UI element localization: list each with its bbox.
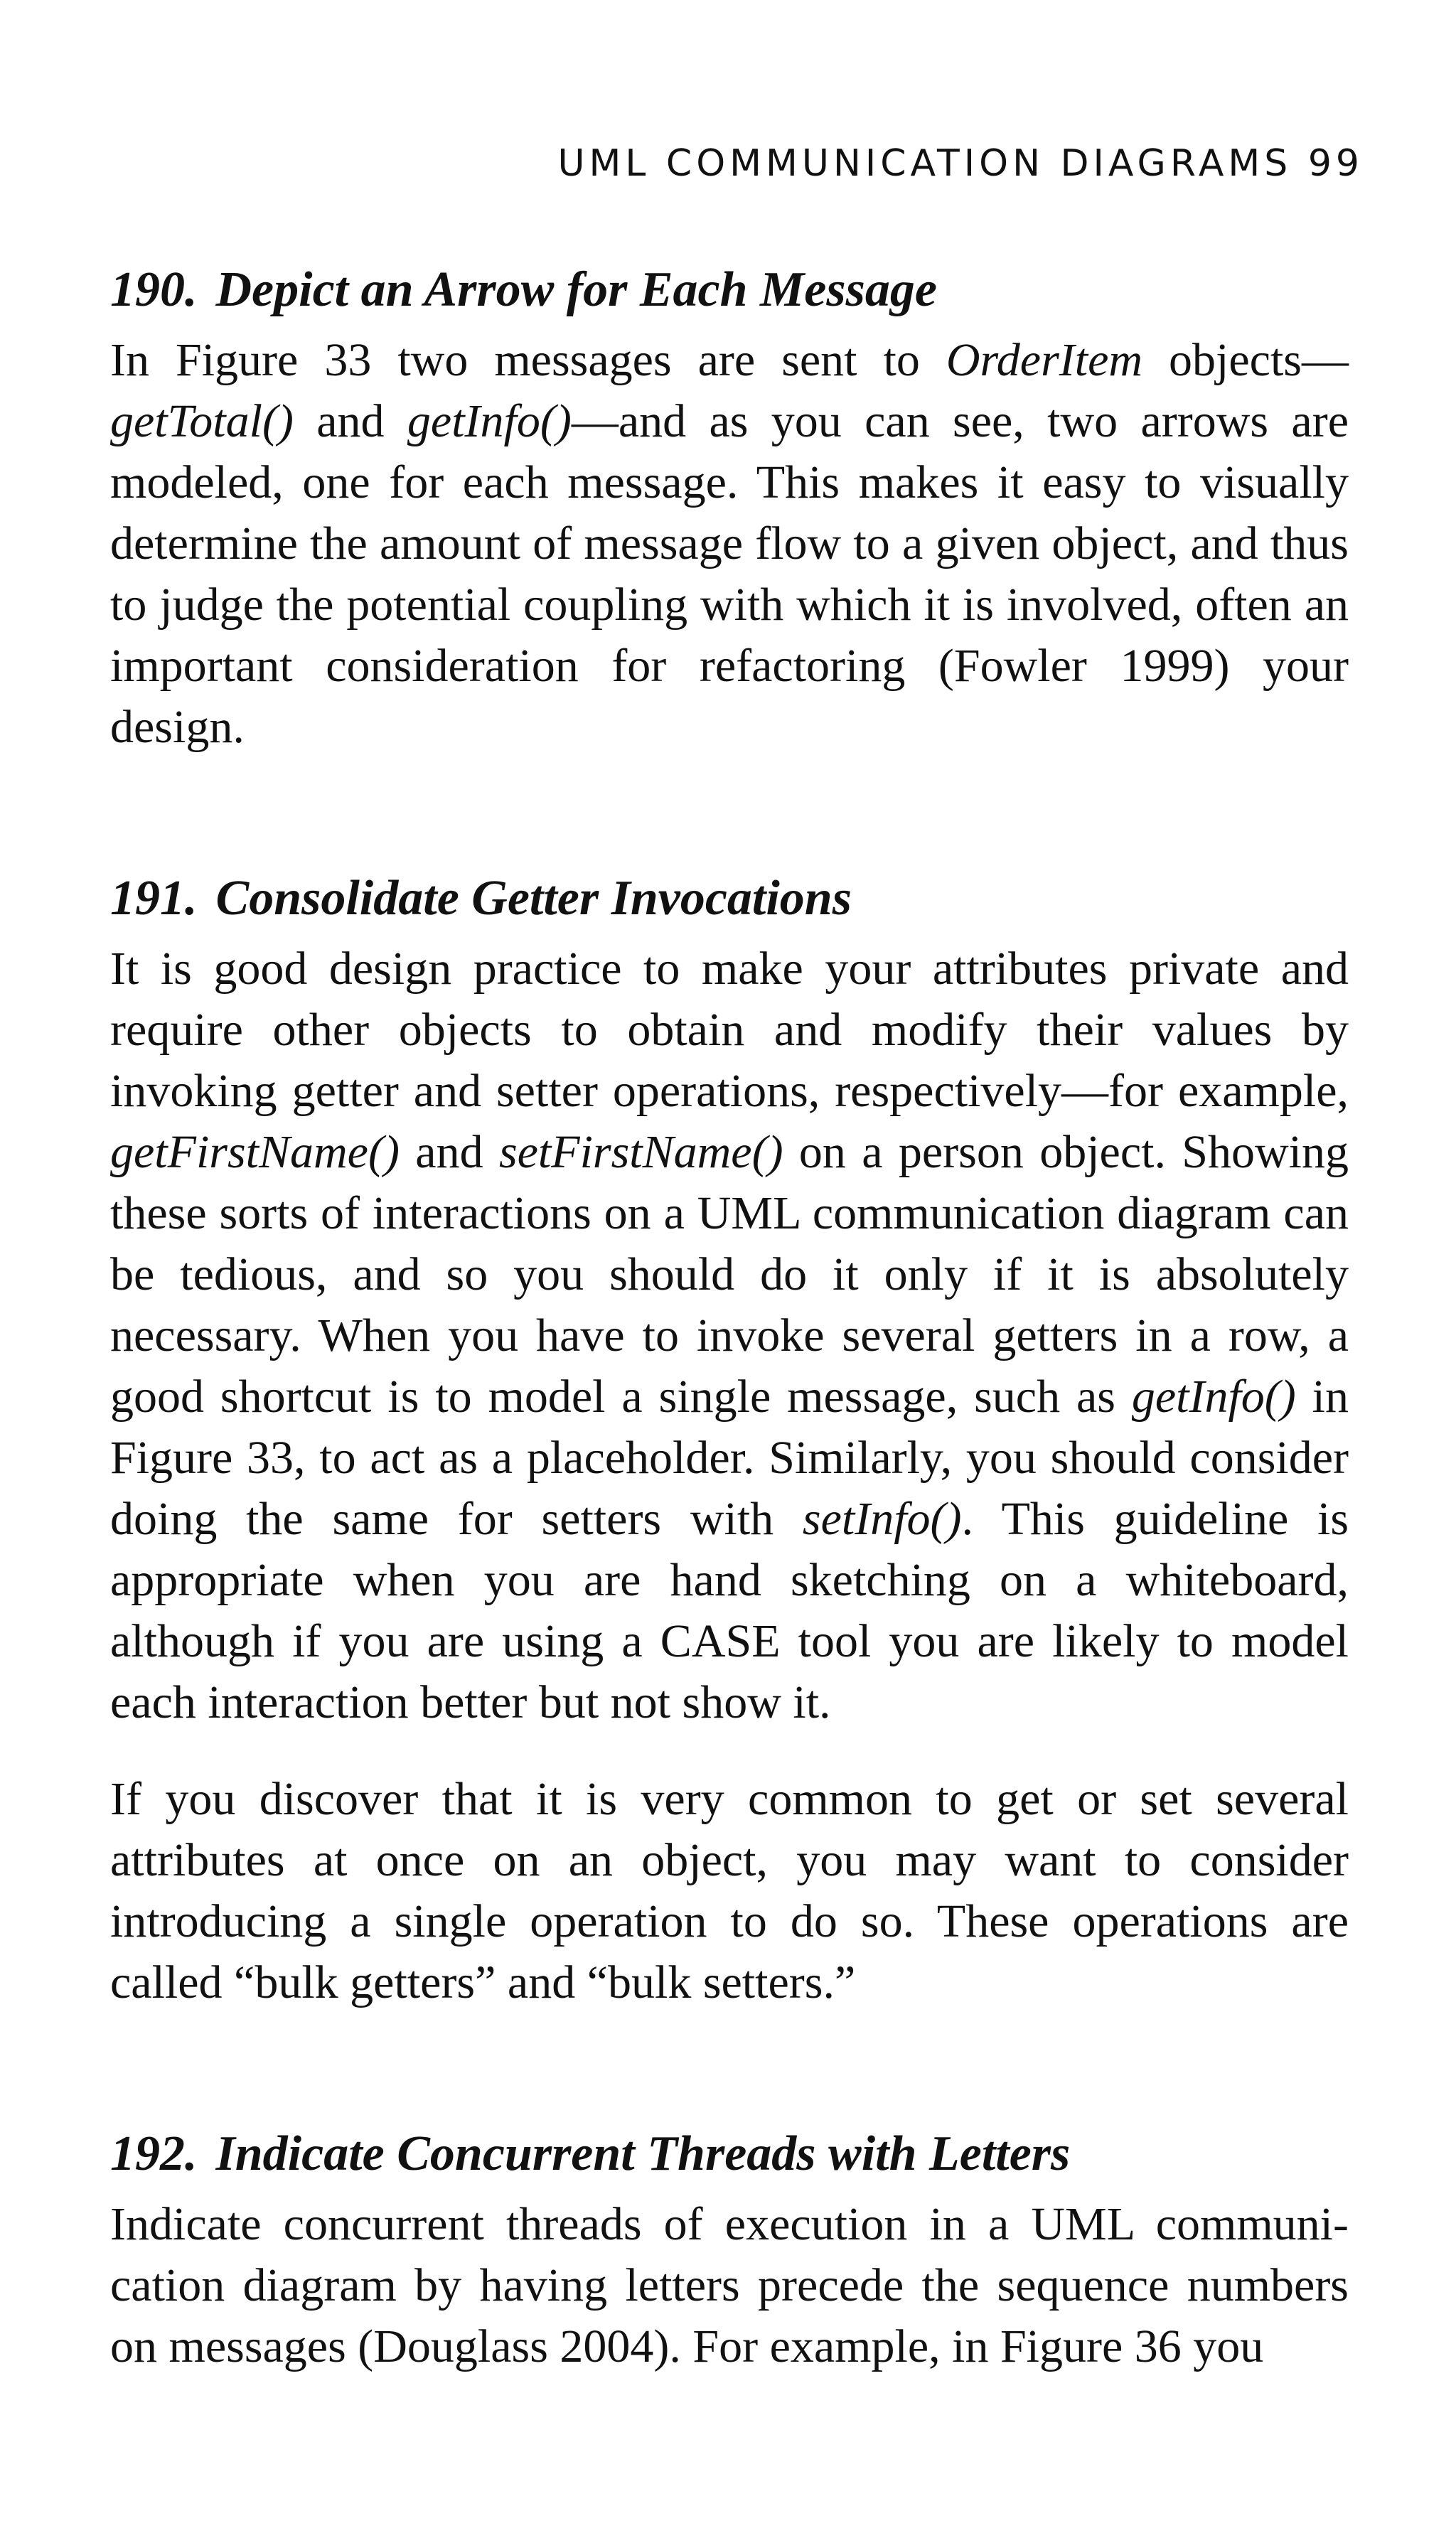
- text-run: and: [293, 395, 407, 447]
- text-run: Indicate concurrent threads of execution in a UML communication diagram by having letters precede the sequence numbers on messages (Douglass 2004). For example, in Figure 36 you: [110, 2198, 1349, 2372]
- text-run: . This guideline is appropriate when you are hand sketching on a whiteboard, although if you are using a CASE tool you are likely to model each interaction better but not show it.: [110, 1493, 1349, 1728]
- italic-term: getFirstName(): [110, 1126, 400, 1178]
- text-run: If you discover that it is very common to get or set several attributes at once on an object, you may want to consider introducing a single operation to do so. These operations are called “bulk getters” and “bulk setters.”: [110, 1773, 1349, 2008]
- guideline-title: Consolidate Getter Invocations: [215, 871, 852, 926]
- body-paragraph: [110, 1769, 1349, 2013]
- guideline-title: Depict an Arrow for Each Message: [215, 262, 937, 317]
- text-run: In Figure 33 two messages are sent to: [110, 334, 946, 386]
- italic-term: getInfo(): [407, 395, 572, 447]
- guideline-number: 192.: [110, 2126, 198, 2181]
- text-run: —and as you can see, two arrows are modeled, one for each message. This makes it easy to visually determine the amount of message flow to a given object, and thus to judge the potential coupling with which it is involved, often an important consideration for refactoring (Fowler 1999) your design.: [110, 395, 1349, 753]
- guideline-number: 190.: [110, 262, 198, 317]
- guideline-191: [110, 864, 1349, 2013]
- body-paragraph: [110, 2194, 1349, 2377]
- guideline-heading: [110, 2120, 1349, 2188]
- text-run: objects—: [1142, 334, 1349, 386]
- guideline-title: Indicate Concurrent Threads with Letters: [215, 2126, 1071, 2181]
- body-paragraph: [110, 330, 1349, 758]
- body-paragraph: [110, 938, 1349, 1733]
- guideline-heading: [110, 864, 1349, 933]
- text-run: It is good design practice to make your attributes private and require other objects to obtain and modify their values by invoking getter and setter operations, respectively—for example,: [110, 943, 1349, 1117]
- running-head: UML COMMUNICATION DIAGRAMS 99: [557, 142, 1364, 185]
- italic-term: setInfo(): [802, 1493, 962, 1545]
- text-run: and: [399, 1126, 499, 1178]
- text-run: in Figure 33, to act as a placeholder. Similarly, you should consider doing the same for setters with: [110, 1371, 1349, 1545]
- italic-term: getTotal(): [110, 395, 294, 447]
- text-run: on a person object. Showing these sorts of interactions on a UML communication diagram can be tedious, and so you should do it only if it is absolutely necessary. When you have to invoke several getters in a row, a good shortcut is to model a single message, such as: [110, 1126, 1349, 1423]
- italic-term: getInfo(): [1131, 1371, 1296, 1423]
- guideline-190: [110, 256, 1349, 758]
- italic-term: OrderItem: [946, 334, 1143, 386]
- guideline-192: [110, 2120, 1349, 2377]
- italic-term: setFirstName(): [498, 1126, 783, 1178]
- guideline-number: 191.: [110, 871, 198, 926]
- page-body: [110, 256, 1349, 2377]
- guideline-heading: [110, 256, 1349, 324]
